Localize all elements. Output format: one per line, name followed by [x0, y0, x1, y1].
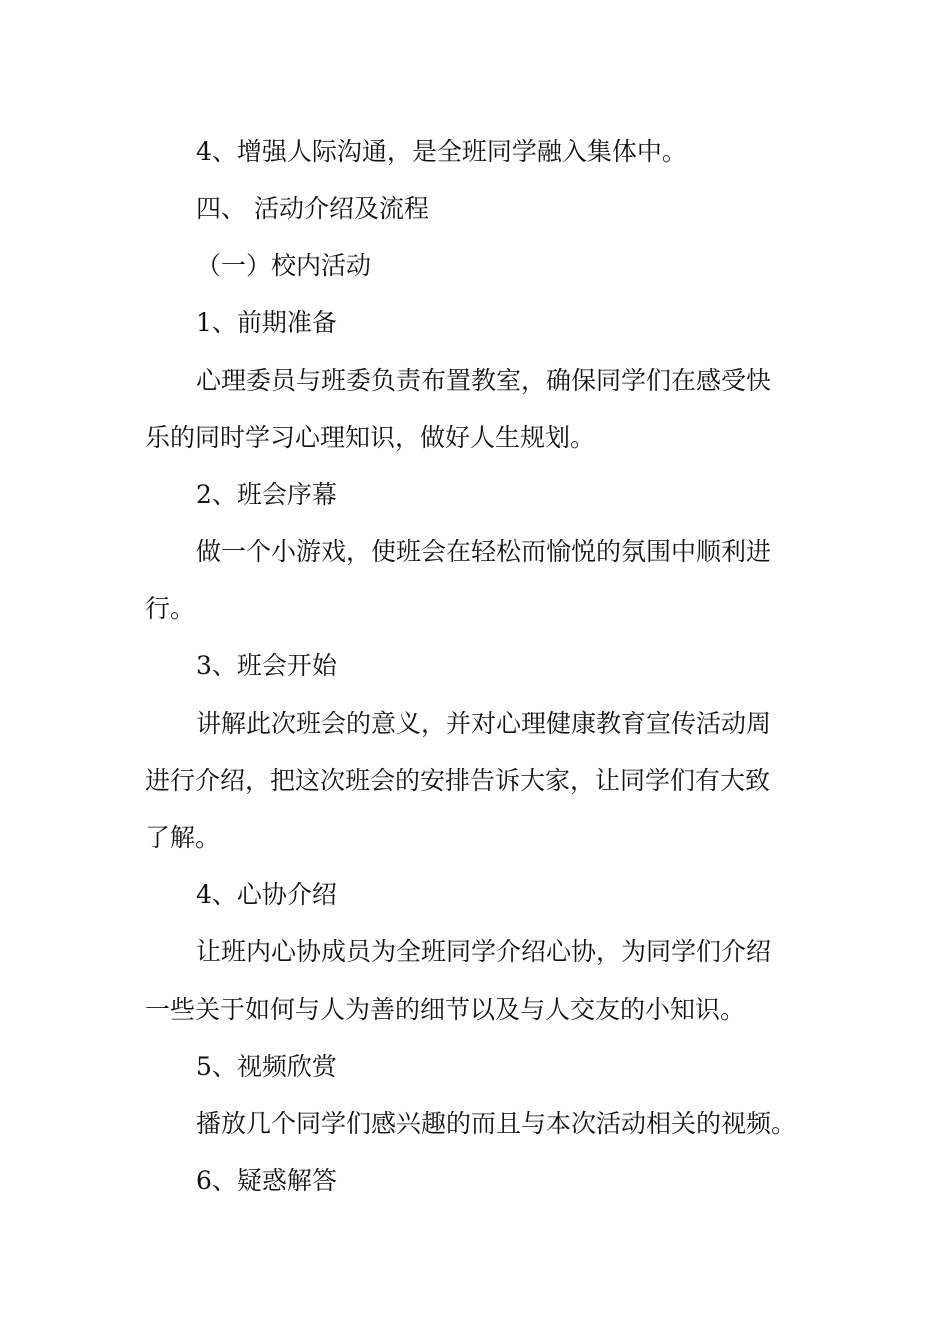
step-3-text-line-2: 进行介绍，把这次班会的安排告诉大家，让同学们有大致	[145, 766, 771, 795]
step-1-text-line-1: 心理委员与班委负责布置教室，确保同学们在感受快	[196, 366, 772, 395]
step-4-text-line-1: 让班内心协成员为全班同学介绍心协，为同学们介绍	[196, 937, 772, 966]
step-heading-1: 1、前期准备	[196, 308, 337, 337]
subsection-heading-1: （一）校内活动	[196, 251, 372, 280]
step-1-text-line-2: 乐的同时学习心理知识，做好人生规划。	[145, 423, 596, 452]
step-heading-4: 4、心协介绍	[196, 880, 337, 909]
step-heading-2: 2、班会序幕	[196, 480, 337, 509]
step-5-text-line-1: 播放几个同学们感兴趣的而且与本次活动相关的视频。	[196, 1109, 797, 1138]
goal-item-4: 4、增强人际沟通，是全班同学融入集体中。	[196, 137, 687, 166]
step-heading-3: 3、班会开始	[196, 651, 337, 680]
step-2-text-line-2: 行。	[145, 594, 196, 623]
step-3-text-line-1: 讲解此次班会的意义，并对心理健康教育宣传活动周	[196, 709, 772, 738]
step-heading-5: 5、视频欣赏	[196, 1052, 337, 1081]
section-heading-4: 四、 活动介绍及流程	[196, 194, 429, 223]
step-2-text-line-1: 做一个小游戏，使班会在轻松而愉悦的氛围中顺利进	[196, 537, 772, 566]
step-heading-6: 6、疑惑解答	[196, 1166, 337, 1195]
step-3-text-line-3: 了解。	[145, 823, 221, 852]
step-4-text-line-2: 一些关于如何与人为善的细节以及与人交友的小知识。	[145, 995, 746, 1024]
